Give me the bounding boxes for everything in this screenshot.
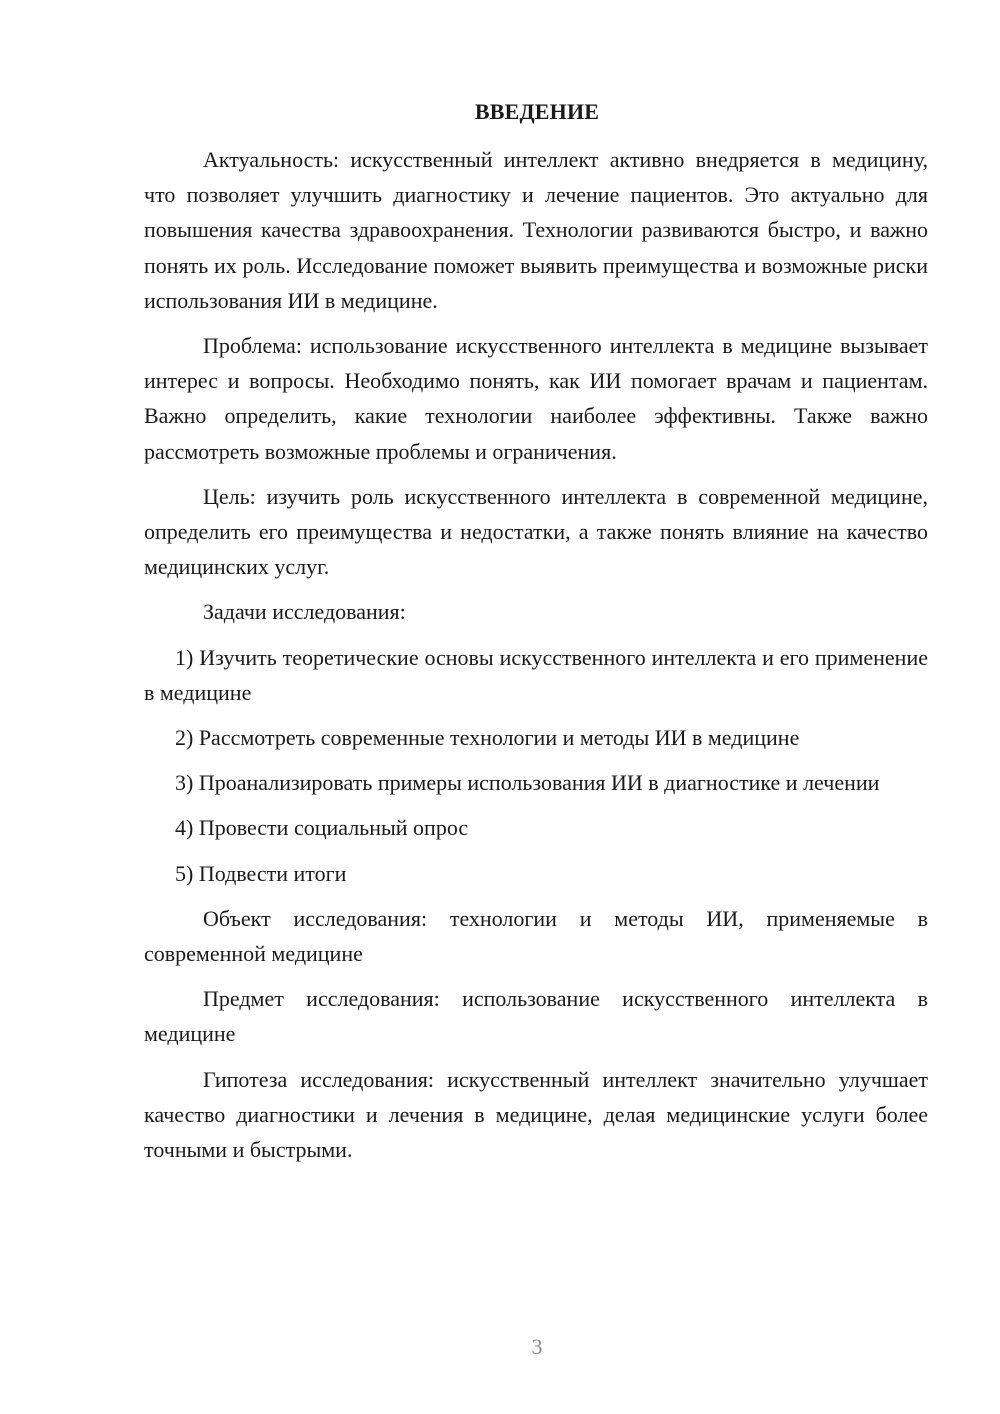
paragraph-subject: Предмет исследования: использование искусственного интеллекта в медицине [144, 986, 928, 1047]
task-item: 4) Провести социальный опрос [175, 815, 469, 841]
paragraph-gap [144, 1052, 928, 1062]
paragraph-gap [144, 630, 928, 640]
paragraph-goal: Цель: изучить роль искусственного интеллекта в современной медицине, определить его преимущества и недостатки, а также понять влияние на качество медицинских услуг. [144, 483, 928, 580]
document-body [144, 142, 928, 1167]
task-item: 5) Подвести итоги [175, 860, 347, 886]
task-item: 2) Рассмотреть современные технологии и методы ИИ в медицине [175, 725, 800, 751]
paragraph-gap [144, 971, 928, 981]
page-number: 3 [531, 1334, 543, 1359]
paragraph-gap [144, 710, 928, 720]
paragraph-gap [144, 584, 928, 594]
paragraph-gap [144, 469, 928, 479]
paragraph-gap [144, 800, 928, 810]
paragraph-object: Объект исследования: технологии и методы ИИ, применяемые в современной медицине [144, 905, 928, 967]
paragraph-relevance: Актуальность: искусственный интеллект активно внедряется в медицину, что позволяет улучшить диагностику и лечение пациентов. Это актуально для повышения качества здравоохранения. Технологии развиваются быстро, и важно понять их роль. Исследование поможет выявить преимущества и возможные риски использования ИИ в медицине. [144, 147, 928, 313]
paragraph-gap [144, 891, 928, 901]
page-title: ВВЕДЕНИЕ [474, 99, 600, 124]
task-item: 1) Изучить теоретические основы искусственного интеллекта и его применение в медицине [144, 644, 928, 705]
paragraph-gap [144, 846, 928, 856]
task-item: 3) Проанализировать примеры использования ИИ в диагностике и лечении [175, 770, 880, 796]
tasks-heading: Задачи исследования: [203, 599, 406, 625]
paragraph-gap [144, 318, 928, 328]
paragraph-problem: Проблема: использование искусственного интеллекта в медицине вызывает интерес и вопросы. Необходимо понять, как ИИ помогает врачам и пациентам. Важно определить, какие технологии наиболее эффективны. Также важно рассмотреть возможные проблемы и ограничения. [144, 333, 928, 464]
paragraph-gap [144, 755, 928, 765]
paragraph-hypothesis: Гипотеза исследования: искусственный интеллект значительно улучшает качество диагностики и лечения в медицине, делая медицинские услуги более точными и быстрыми. [144, 1066, 928, 1163]
